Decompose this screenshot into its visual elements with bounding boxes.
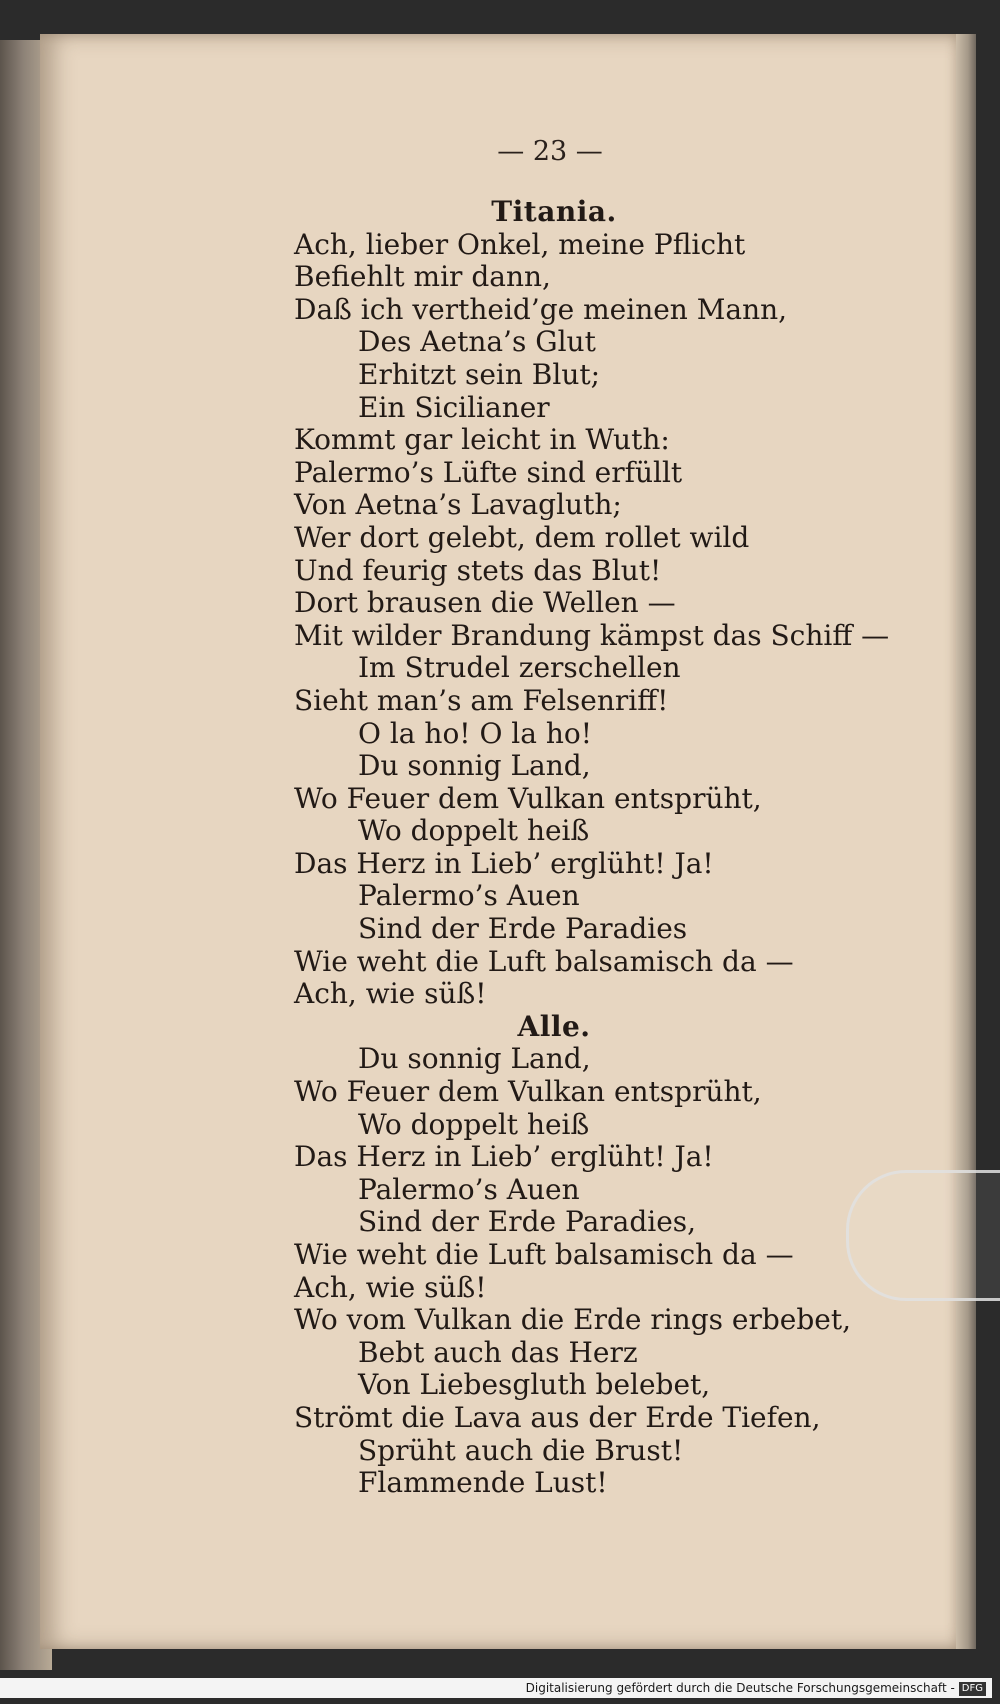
digitization-footer <box>0 1678 992 1698</box>
speaker-heading: Alle. <box>517 1009 591 1043</box>
verse-line: Flammende Lust! <box>358 1466 608 1500</box>
verse-line: Wo vom Vulkan die Erde rings erbebet, <box>294 1303 852 1337</box>
verse-line: Mit wilder Brandung kämpst das Schiff — <box>294 618 890 652</box>
verse-line: Des Aetna’s Glut <box>358 325 596 359</box>
verse-line: Dort brausen die Wellen — <box>294 586 676 620</box>
verse-line: Von Aetna’s Lavagluth; <box>294 488 622 522</box>
footer-text: Digitalisierung gefördert durch die Deutsche Forschungsgemeinschaft - <box>525 1681 955 1695</box>
verse-line: Kommt gar leicht in Wuth: <box>294 423 670 457</box>
verse-line: Befiehlt mir dann, <box>294 260 551 294</box>
verse-line: Bebt auch das Herz <box>358 1335 638 1369</box>
verse-line: Wie weht die Luft balsamisch da — <box>294 944 794 978</box>
verse-line: Wo Feuer dem Vulkan entsprüht, <box>294 1075 762 1109</box>
page-clip <box>846 1170 1000 1301</box>
verse-line: Wie weht die Luft balsamisch da — <box>294 1238 794 1271</box>
verse-line: Wer dort gelebt, dem rollet wild <box>294 520 750 554</box>
verse-line: Das Herz in Lieb’ erglüht! Ja! <box>294 1140 714 1174</box>
verse-line: Wo Feuer dem Vulkan entsprüht, <box>294 781 762 815</box>
verse-line: Im Strudel zerschellen <box>358 651 681 685</box>
verse-line: O la ho! O la ho! <box>358 716 592 750</box>
verse-line: Palermo’s Lüfte sind erfüllt <box>294 455 683 489</box>
verse-line: Daß ich vertheid’ge meinen Mann, <box>294 292 788 326</box>
verse-line: Strömt die Lava aus der Erde Tiefen, <box>294 1400 821 1434</box>
verse-line: Erhitzt sein Blut; <box>358 357 601 391</box>
verse-line: Und feurig stets das Blut! <box>294 553 662 587</box>
verse-line: Wo doppelt heiß <box>358 1107 590 1141</box>
verse-line: Ein Sicilianer <box>358 390 550 424</box>
verse-line: Von Liebesgluth belebet, <box>358 1368 711 1402</box>
page-right-edge <box>956 34 976 1649</box>
verse-line: Palermo’s Auen <box>358 1172 580 1206</box>
verse-line: Sind der Erde Paradies, <box>358 1205 697 1239</box>
verse-line: Ach, wie süß! <box>294 1270 487 1304</box>
verse-line: Sieht man’s am Felsenriff! <box>294 683 669 717</box>
verse-line: Das Herz in Lieb’ erglüht! Ja! <box>294 846 714 880</box>
verse-line: Du sonnig Land, <box>358 1042 591 1076</box>
verse-line: Sind der Erde Paradies <box>358 912 688 946</box>
poem-text <box>294 196 934 1500</box>
verse-line: Ach, wie süß! <box>294 977 487 1011</box>
verse-line: Du sonnig Land, <box>358 749 591 783</box>
dfg-logo: DFG <box>959 1682 986 1696</box>
verse-line: Wo doppelt heiß <box>358 814 590 848</box>
verse-line: Palermo’s Auen <box>358 879 580 913</box>
speaker-heading: Titania. <box>491 195 617 228</box>
verse-line: Ach, lieber Onkel, meine Pflicht <box>294 227 746 261</box>
verse-line: Sprüht auch die Brust! <box>358 1433 684 1467</box>
page-number: — 23 — <box>497 136 603 167</box>
